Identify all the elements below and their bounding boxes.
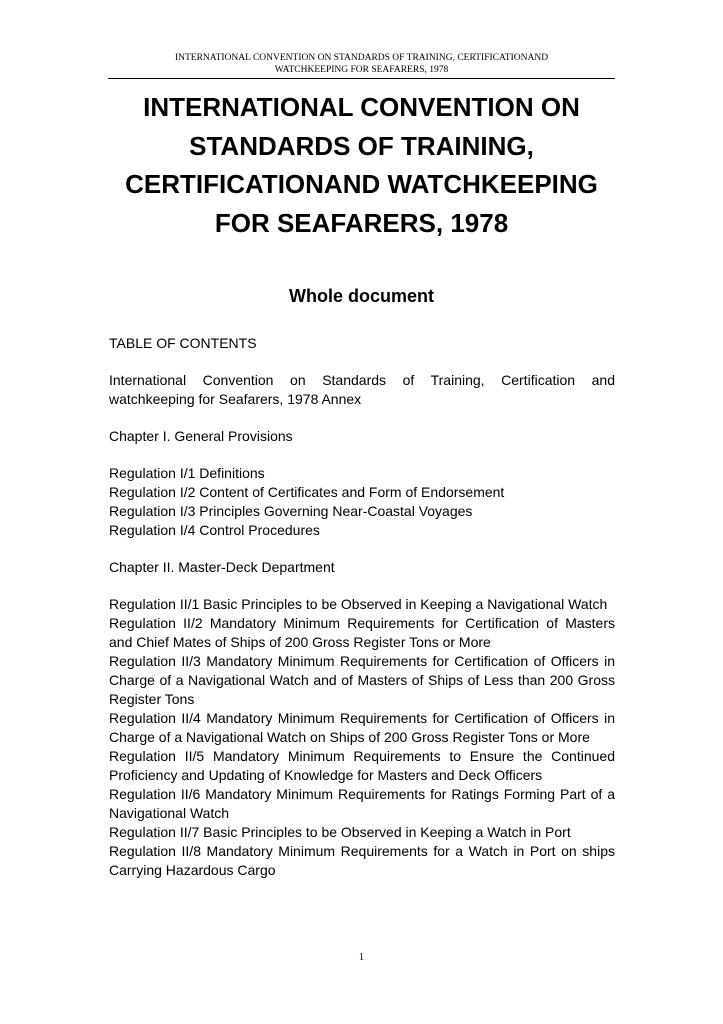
title-line-1: INTERNATIONAL CONVENTION ON [143,92,580,122]
toc-item-reg-i-4: Regulation I/4 Control Procedures [109,522,320,538]
chapter-2-heading: Chapter II. Master-Deck Department [109,559,335,575]
toc-item-reg-ii-8: Regulation II/8 Mandatory Minimum Requirements for a Watch in Port on ships Carrying Hazardous Cargo [109,843,615,878]
toc-item-reg-ii-2: Regulation II/2 Mandatory Minimum Requirements for Certification of Masters and Chief Mates of Ships of 200 Gross Register Tons or More [109,615,615,650]
toc-intro: International Convention on Standards of Training, Certification and watchkeeping for Seafarers, 1978 Annex [109,372,615,407]
toc-item-reg-ii-7: Regulation II/7 Basic Principles to be Observed in Keeping a Watch in Port [109,824,571,840]
toc-item-reg-ii-3: Regulation II/3 Mandatory Minimum Requirements for Certification of Officers in Charge of a Navigational Watch and of Masters of Ships of Less than 200 Gross Register Tons [109,653,615,707]
toc-item-reg-ii-1: Regulation II/1 Basic Principles to be Observed in Keeping a Navigational Watch [109,596,608,612]
chapter-1-heading: Chapter I. General Provisions [109,428,293,444]
running-header-line-1: INTERNATIONAL CONVENTION ON STANDARDS OF TRAINING, CERTIFICATIONAND [174,53,549,63]
running-header [108,52,615,79]
document-body [109,334,615,880]
toc-item-reg-i-2: Regulation I/2 Content of Certificates and Form of Endorsement [109,484,505,500]
title-line-2: STANDARDS OF TRAINING, [189,130,534,161]
running-header-line-2: WATCHKEEPING FOR SEAFARERS, 1978 [274,65,449,75]
page-number: 1 [359,952,364,963]
toc-heading: TABLE OF CONTENTS [109,335,257,351]
toc-item-reg-ii-6: Regulation II/6 Mandatory Minimum Requirements for Ratings Forming Part of a Navigational Watch [109,786,615,821]
toc-item-reg-ii-4: Regulation II/4 Mandatory Minimum Requirements for Certification of Officers in Charge of a Navigational Watch on Ships of 200 Gross Register Tons or More [109,710,615,745]
toc-item-reg-ii-5: Regulation II/5 Mandatory Minimum Requirements to Ensure the Continued Proficiency and Updating of Knowledge for Masters and Deck Officers [109,748,615,783]
title-line-3: CERTIFICATIONAND WATCHKEEPING [125,169,598,199]
document-title [90,88,633,242]
title-line-4: FOR SEAFARERS, 1978 [214,207,509,238]
document-subtitle: Whole document [289,286,434,306]
toc-item-reg-i-1: Regulation I/1 Definitions [109,465,265,481]
toc-item-reg-i-3: Regulation I/3 Principles Governing Near-Coastal Voyages [109,503,473,519]
